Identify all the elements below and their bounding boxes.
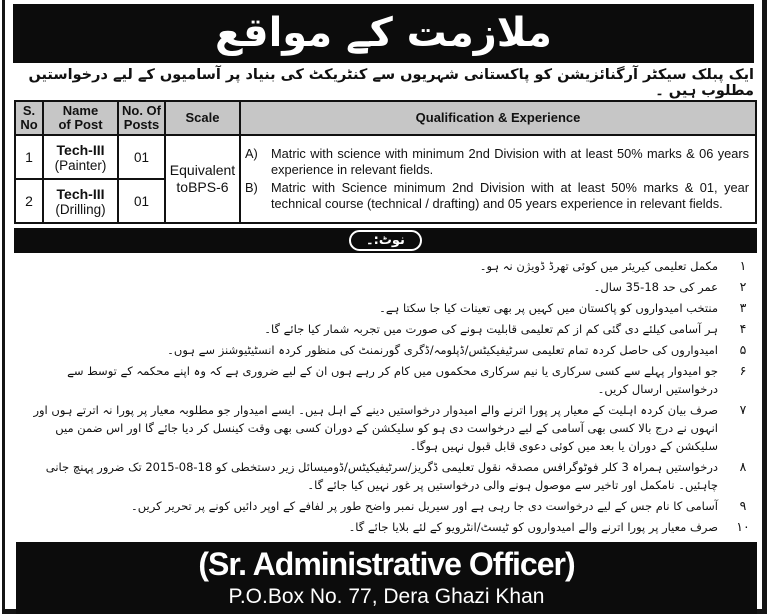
note-item	[14, 518, 755, 536]
row1-post	[43, 135, 118, 179]
note-text: عمر کی حد 18-35 سال۔	[593, 280, 718, 294]
qualification-cell	[240, 135, 756, 223]
note-text: صرف معیار پر پورا اترنے والے امیدواروں کو ٹیسٹ/انٹرویو کے لئے بلایا جائے گا۔	[348, 520, 718, 534]
note-capsule	[349, 230, 422, 251]
header-qualification: Qualification & Experience	[240, 101, 756, 135]
qualification-item-a: A) Matric with science with minimum 2nd Division with at least 50% marks & 06 years experience in relevant fields.	[245, 146, 749, 177]
note-number: ۱۰	[736, 519, 750, 534]
note-text: صرف بیان کردہ اہلیت کے معیار پر پورا اترنے والے امیدوار درخواستیں دینے کے اہل ہیں۔ ایسے امیدوار جو مطلوبہ معیار پر پورا نہ اترتے ہوں اور انہوں نے درج بالا کسی بھی آسامی کے لیے درخواست دی ہو کو سلیکشن کے دوران کسی بھی وقت کینسل کر دیا جائے گا اور اس ضمن میں سلیکشن کے دوران یا بعد میں کوئی دعوی قابل قبول نہیں ہوگا۔	[33, 403, 718, 453]
note-number: ۱	[739, 258, 747, 273]
note-item	[14, 257, 755, 275]
note-label: نوٹ:۔	[366, 233, 405, 248]
note-text: جو امیدوار پہلے سے کسی سرکاری یا نیم سرکاری محکموں میں کام کر رہے ہوں ان کے لیے ضروری ہے کہ وہ اپنے محکمہ کے توسط سے درخواستیں ارسال کریں۔	[67, 364, 718, 396]
note-item	[14, 497, 755, 515]
header-sno: S. No	[15, 101, 43, 135]
header-scale: Scale	[165, 101, 240, 135]
row2-sno: 2	[15, 179, 43, 223]
note-number	[731, 539, 755, 541]
frame-right-border	[762, 0, 767, 614]
header-name-of-post: Name of Post	[43, 101, 118, 135]
frame-left-border	[2, 0, 5, 614]
note-item	[14, 299, 755, 317]
note-number: ۷	[739, 402, 747, 417]
note-number: ۶	[739, 363, 747, 378]
row1-posts: 01	[118, 135, 165, 179]
address-line: P.O.Box No. 77, Dera Ghazi Khan	[228, 585, 545, 608]
row2-posts: 01	[118, 179, 165, 223]
note-text: درخواستیں ہمراہ 3 کلر فوٹوگرافس مصدقہ نقول تعلیمی ڈگریز/سرٹیفیکیٹس/ڈومیسائل زیر دستخطی کو 18-08-2015 تک ضرور پہنچ جانی چاہئیں۔ نامکمل اور تاخیر سے موصول ہونے والی درخواستیں پر غور نہیں کیا جائے گا۔	[45, 460, 718, 492]
scale-cell: Equivalent toBPS-6	[165, 135, 240, 223]
note-text: مکمل تعلیمی کیریئر میں کوئی تھرڈ ڈویژن نہ ہو۔	[479, 259, 718, 273]
note-item	[14, 539, 755, 541]
row1-sno: 1	[15, 135, 43, 179]
row1-post-name: Tech-III	[56, 141, 105, 158]
header-no-of-posts: No. Of Posts	[118, 101, 165, 135]
row1-post-detail: (Painter)	[54, 157, 107, 173]
note-item	[14, 278, 755, 296]
intro-line: ایک پبلک سیکٹر آرگنائزیشن کو پاکستانی شہریوں سے کنٹریکٹ کی بنیاد پر آسامیوں کے لیے درخواستیں مطلوب ہیں ۔	[28, 67, 754, 99]
note-number: ۹	[739, 498, 747, 513]
notes-list	[14, 257, 755, 541]
footer-bar	[16, 542, 757, 614]
qualification-item-b: B) Matric with Science minimum 2nd Division with at least 50% marks & 01, year technical course (technical / drafting) and 05 years experience in relevant fields.	[245, 180, 749, 211]
note-number: ۵	[739, 342, 747, 357]
signature-line: (Sr. Administrative Officer)	[198, 546, 575, 582]
row2-post	[43, 179, 118, 223]
title-banner	[13, 4, 754, 63]
note-number: ۲	[739, 279, 747, 294]
note-item	[14, 341, 755, 359]
table-row	[15, 135, 756, 179]
note-item	[14, 401, 755, 455]
row2-post-name: Tech-III	[56, 185, 105, 202]
jobs-table	[14, 100, 757, 224]
note-item	[14, 362, 755, 398]
note-item	[14, 458, 755, 494]
note-text: امیدواروں کی حاصل کردہ تمام تعلیمی سرٹیفیکیٹس/ڈپلومہ/ڈگری گورنمنٹ کی منظور کردہ انسٹیٹیوشنز سے ہوں۔	[167, 343, 718, 357]
note-number: ۳	[739, 300, 747, 315]
note-text: ہر آسامی کیلئے دی گئی کم از کم تعلیمی قابلیت ہونے کی صورت میں تجربہ شمار کیا جائے گا۔	[264, 322, 718, 336]
note-text	[14, 539, 718, 541]
row2-post-detail: (Drilling)	[55, 201, 106, 217]
note-number: ۸	[739, 459, 747, 474]
note-item	[14, 320, 755, 338]
note-bar	[14, 228, 757, 253]
ad-title: ملازمت کے مواقع	[215, 10, 552, 56]
table-header-row	[15, 101, 756, 135]
note-text: منتخب امیدواروں کو پاکستان میں کہیں پر بھی تعینات کیا جا سکتا ہے۔	[379, 301, 718, 315]
note-number: ۴	[739, 321, 747, 336]
note-text: آسامی کا نام جس کے لیے درخواست دی جا رہی ہے اور سیریل نمبر واضح طور پر لفافے کے اوپر دائیں کونے پر تحریر کریں۔	[131, 499, 718, 513]
